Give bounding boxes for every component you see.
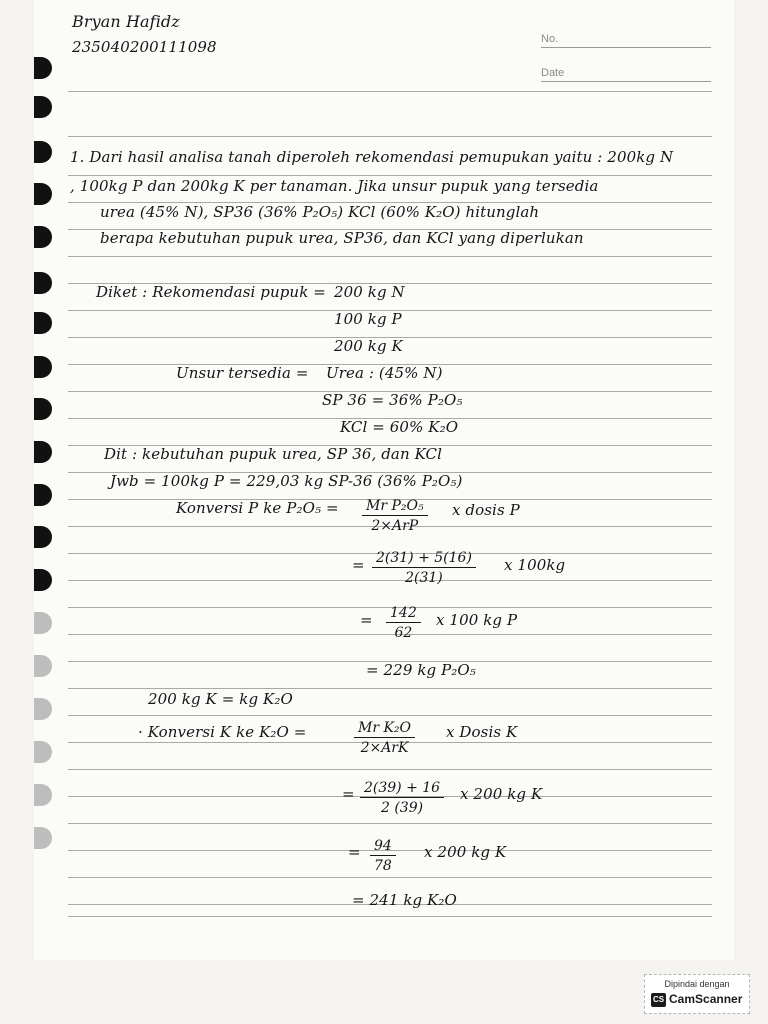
question-line: urea (45% N), SP36 (36% P₂O₅) KCl (60% K₂O) hitunglah [100,203,540,221]
ruled-line [68,823,712,824]
fraction-mr-k2o [354,720,415,756]
jawab-line: Jwb = 100kg P = 229,03 kg SP-36 (36% P₂O₅) [110,472,463,490]
diket-value: 200 kg K [334,337,403,355]
diket-value: 100 kg P [334,310,402,328]
unsur-label: Unsur tersedia = [176,364,309,382]
fraction-step-p1 [372,550,476,586]
unsur-value: KCl = 60% K₂O [340,418,459,436]
result-k: = 241 kg K₂O [352,891,457,909]
fraction-numerator: Mr P₂O₅ [362,498,428,516]
times-100-text: x 100kg [504,556,566,574]
fraction-denominator: 78 [374,858,392,874]
ruled-line [68,715,712,716]
equals-sign: = [360,611,373,629]
fraction-step-p2 [386,605,421,641]
camscanner-logo-icon: CS [651,993,666,1007]
konversi-k-label: · Konversi K ke K₂O = [138,723,307,741]
diket-value: 200 kg N [334,283,405,301]
fraction-denominator: 2 (39) [380,800,424,816]
ruled-line [68,175,712,176]
ruled-line [68,136,712,137]
fraction-denominator: 2(31) [405,570,443,586]
question-line: 1. Dari hasil analisa tanah diperoleh rekomendasi pemupukan yaitu : 200kg N [70,148,674,166]
fraction-step-k1 [360,780,444,816]
fraction-mr-p2o5 [362,498,428,534]
watermark-caption: Dipindai dengan [664,979,730,989]
equals-sign: = [348,843,361,861]
dosis-k-text: x Dosis K [446,723,518,741]
diket-label: Diket : Rekomendasi pupuk = [96,283,326,301]
times-100p-text: x 100 kg P [436,611,518,629]
unsur-value: Urea : (45% N) [326,364,443,382]
date-line [541,81,711,82]
student-id: 235040200111098 [72,38,217,56]
question-line: , 100kg P dan 200kg K per tanaman. Jika unsur pupuk yang tersedia [70,177,599,195]
question-line: berapa kebutuhan pupuk urea, SP36, dan KCl yang diperlukan [100,229,584,247]
fraction-numerator: 142 [386,605,421,623]
equals-sign: = [352,556,365,574]
k-line: 200 kg K = kg K₂O [148,690,293,708]
result-p: = 229 kg P₂O₅ [366,661,476,679]
fraction-numerator: Mr K₂O [354,720,415,738]
times-200k-b-text: x 200 kg K [424,843,507,861]
fraction-step-k2 [370,838,396,874]
ruled-line [68,769,712,770]
ruled-line [68,916,712,917]
fraction-denominator: 2×ArP [371,518,419,534]
ruled-line [68,91,712,92]
no-label: No. [541,33,559,45]
ruled-line [68,688,712,689]
unsur-value: SP 36 = 36% P₂O₅ [322,391,463,409]
konversi-p-label: Konversi P ke P₂O₅ = [176,499,339,517]
camscanner-watermark [644,974,750,1014]
dit-line: Dit : kebutuhan pupuk urea, SP 36, dan KCl [104,445,442,463]
times-200k-text: x 200 kg K [460,785,543,803]
fraction-numerator: 2(31) + 5(16) [372,550,476,568]
dosis-p-text: x dosis P [452,501,520,519]
student-name: Bryan Hafidz [72,12,180,31]
ruled-line [68,877,712,878]
date-label: Date [541,67,565,79]
fraction-numerator: 94 [370,838,396,856]
fraction-numerator: 2(39) + 16 [360,780,444,798]
watermark-app-name: CamScanner [669,992,743,1006]
no-line [541,47,711,48]
fraction-denominator: 62 [394,625,413,641]
ruled-line [68,256,712,257]
fraction-denominator: 2×ArK [360,740,409,756]
equals-sign: = [342,785,355,803]
